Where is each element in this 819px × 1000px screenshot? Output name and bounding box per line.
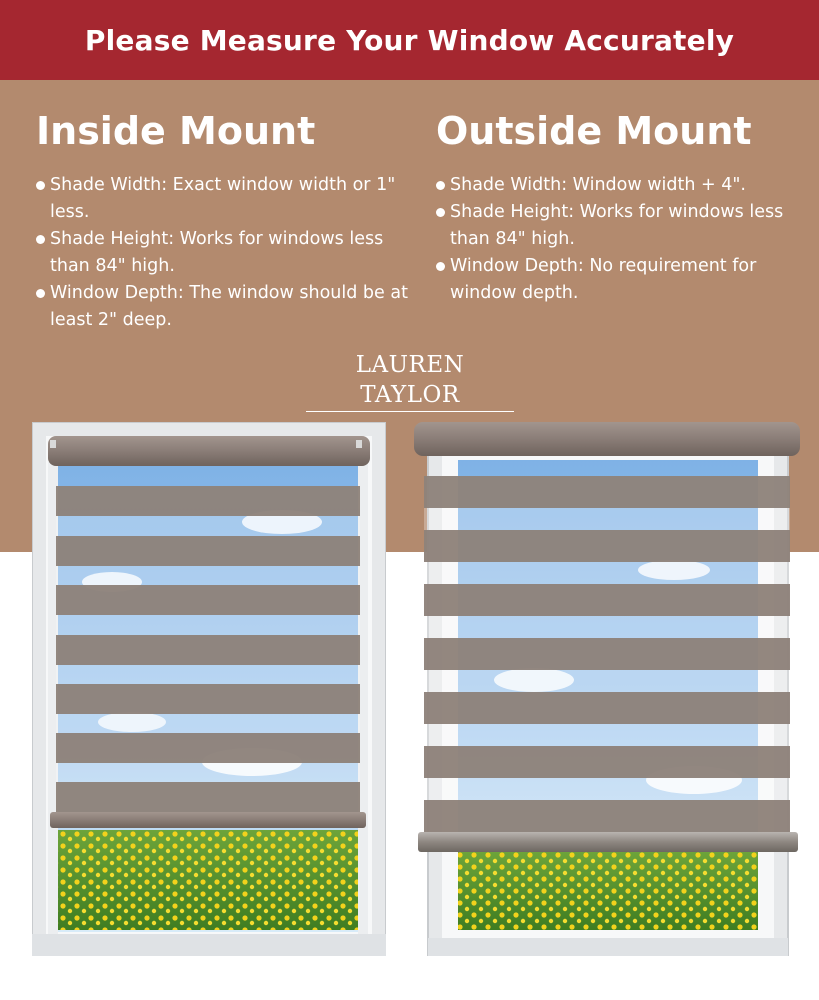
outside-mount-bullet: Shade Width: Window width + 4". xyxy=(436,172,806,199)
inside-mount-heading: Inside Mount xyxy=(36,109,316,153)
outside-mount-list xyxy=(436,172,806,307)
outside-mount-bullet: Shade Height: Works for windows less than 84" high. xyxy=(436,199,806,253)
inside-mount-window-image xyxy=(32,422,386,956)
inside-mount-list xyxy=(36,172,426,334)
header-banner xyxy=(0,0,819,80)
outside-mount-window-image xyxy=(414,420,802,956)
brand-logo: LAUREN TAYLOR xyxy=(306,350,514,412)
inside-mount-bullet: Shade Width: Exact window width or 1" less. xyxy=(36,172,426,226)
outside-mount-heading: Outside Mount xyxy=(436,109,752,153)
outside-mount-bullet: Window Depth: No requirement for window depth. xyxy=(436,253,806,307)
banner-title: Please Measure Your Window Accurately xyxy=(84,23,735,57)
inside-mount-bullet: Shade Height: Works for windows less than 84" high. xyxy=(36,226,426,280)
inside-mount-illustration xyxy=(32,422,386,956)
inside-mount-bullet: Window Depth: The window should be at least 2" deep. xyxy=(36,280,426,334)
outside-mount-section xyxy=(436,108,806,307)
outside-mount-illustration xyxy=(414,420,802,956)
inside-mount-section xyxy=(36,108,426,334)
